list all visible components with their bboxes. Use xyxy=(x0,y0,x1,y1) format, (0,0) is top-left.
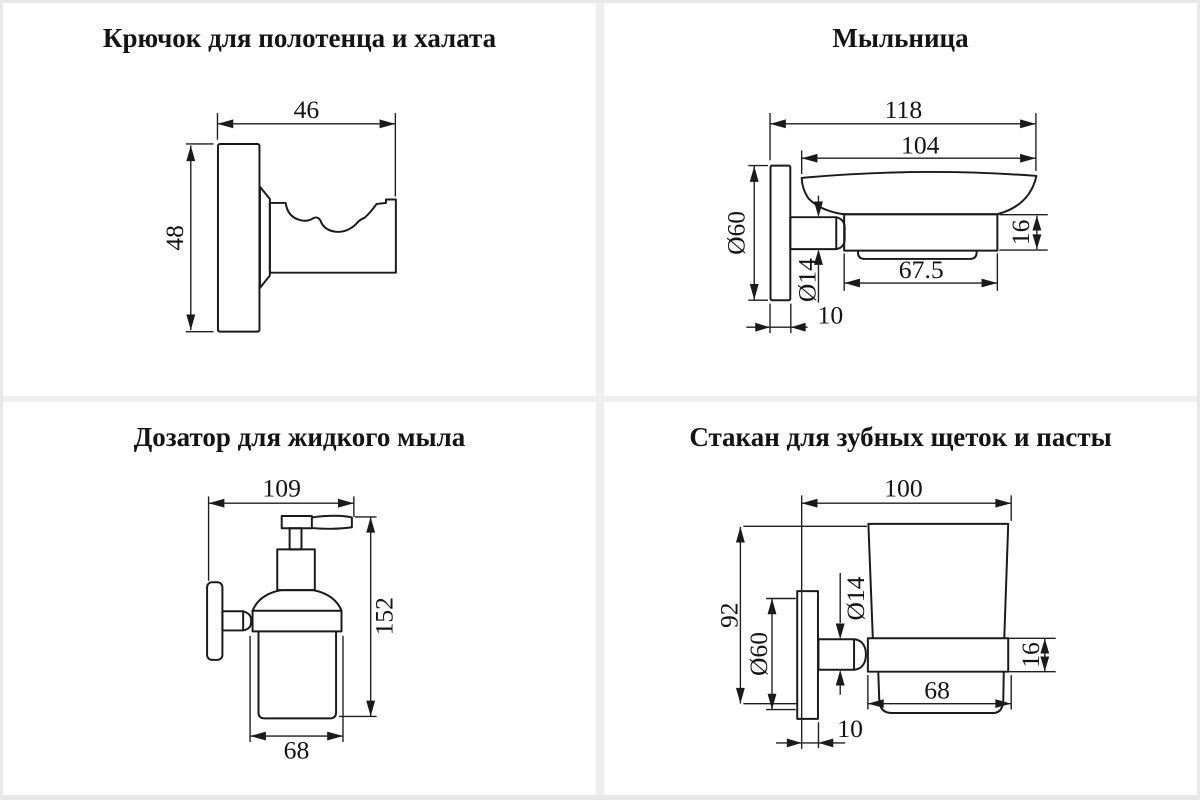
tumbler-drawing xyxy=(604,402,1197,795)
dim-label-dispenser-depth: 109 xyxy=(262,473,301,503)
dim-label-tumbler-depth: 100 xyxy=(884,473,923,503)
dim-label-soap-dish-flange: Ø60 xyxy=(721,210,751,255)
dim-label-tumbler-flange: Ø60 xyxy=(744,632,774,677)
soap-dish-drawing xyxy=(604,3,1197,396)
dispenser-wall-plate xyxy=(207,582,222,660)
panel-dispenser xyxy=(3,402,596,795)
dim-label-soap-dish-depth: 118 xyxy=(884,95,923,124)
soap-dish-holder-ring xyxy=(844,214,997,259)
dim-label-soap-dish-length: 104 xyxy=(900,130,940,160)
hook-arm xyxy=(270,200,396,273)
hook-drawing xyxy=(3,3,596,396)
dimension-dispenser-height xyxy=(339,517,398,716)
dim-label-soap-dish-stem: Ø14 xyxy=(792,258,822,303)
panel-title-tumbler: Стакан для зубных щеток и пасты xyxy=(689,422,1112,452)
dimension-tumbler-plate-thickness xyxy=(776,714,863,748)
dim-label-soap-dish-plate-thickness: 10 xyxy=(817,300,844,330)
hook-flange xyxy=(260,187,270,288)
panel-soap-dish xyxy=(604,3,1197,396)
dimension-tumbler-holder-height xyxy=(1008,638,1055,671)
dispenser-arm xyxy=(222,611,251,630)
soap-dish-wall-plate xyxy=(771,166,791,301)
panel-tumbler xyxy=(604,402,1197,795)
panel-title-dispenser: Дозатор для жидкого мыла xyxy=(133,422,466,452)
tumbler-stem xyxy=(818,639,865,669)
dim-label-tumbler-stem: Ø14 xyxy=(840,576,870,621)
dimension-hook-width xyxy=(217,95,395,197)
dimension-soap-dish-flange xyxy=(721,166,768,301)
dim-label-soap-dish-holder-height: 16 xyxy=(1005,219,1036,246)
dimension-soap-dish-length xyxy=(802,130,1036,174)
dim-label-dispenser-bottle-width: 68 xyxy=(283,735,310,765)
panel-title-hook: Крючок для полотенца и халата xyxy=(102,23,497,53)
soap-dish-stem xyxy=(790,217,844,249)
dimension-soap-dish-plate-thickness xyxy=(746,300,843,333)
dim-label-hook-width: 46 xyxy=(293,95,320,124)
panel-hook xyxy=(3,3,596,396)
panel-title-soap-dish: Мыльница xyxy=(832,23,969,53)
dim-label-tumbler-plate-thickness: 10 xyxy=(837,714,863,744)
dimension-tumbler-stem xyxy=(836,573,870,695)
dim-label-dispenser-height: 152 xyxy=(369,597,399,636)
dispenser-holder-ring xyxy=(253,611,342,632)
dimension-dispenser-bottle-width xyxy=(250,636,343,765)
dim-label-hook-height: 48 xyxy=(159,225,189,251)
dimension-soap-dish-holder-height xyxy=(999,215,1047,250)
dim-label-soap-dish-holder-length: 67.5 xyxy=(898,255,944,285)
dim-label-tumbler-holder-width: 68 xyxy=(924,675,950,705)
dimension-tumbler-holder-width xyxy=(868,675,1011,709)
dispenser-drawing xyxy=(3,402,596,795)
sheet-grid xyxy=(3,3,1197,795)
dispenser-pump xyxy=(277,516,352,590)
dimension-tumbler-flange xyxy=(744,599,796,710)
hook-wall-plate xyxy=(218,144,260,332)
tumbler-wall-plate xyxy=(797,591,818,719)
soap-dish-saucer xyxy=(802,172,1037,214)
dimension-tumbler-depth xyxy=(802,473,1012,748)
dim-label-tumbler-height: 92 xyxy=(714,602,744,628)
dispenser-bottle xyxy=(253,590,342,718)
dim-label-tumbler-holder-height: 16 xyxy=(1015,642,1045,668)
dimension-hook-height xyxy=(160,144,214,332)
tumbler-holder-ring xyxy=(868,638,1008,671)
